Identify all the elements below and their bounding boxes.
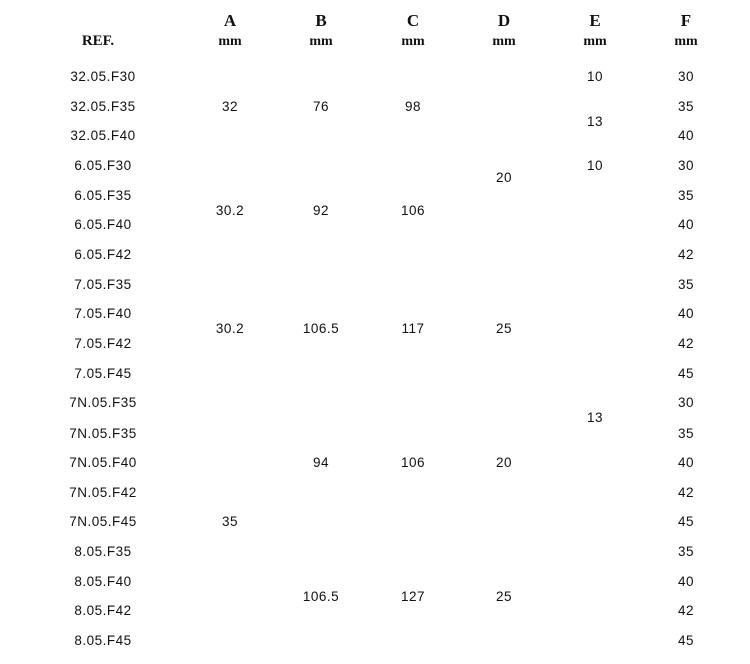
cell-c: 117 (401, 321, 425, 336)
column-a-unit: mm (218, 34, 242, 49)
cell-b: 106.5 (302, 321, 340, 336)
cell-a: 35 (221, 514, 239, 529)
column-c-unit: mm (401, 34, 425, 49)
ref-cell: 7N.05.F35 (69, 395, 137, 410)
cell-f: 35 (677, 188, 695, 203)
column-c-header: C (406, 11, 420, 30)
ref-cell: 32.05.F30 (70, 69, 136, 84)
ref-cell: 6.05.F30 (74, 158, 132, 173)
cell-f: 30 (677, 69, 695, 84)
cell-f: 35 (677, 277, 695, 292)
column-e-header: E (589, 11, 601, 30)
cell-f: 40 (677, 574, 695, 589)
ref-cell: 7.05.F42 (74, 336, 132, 351)
cell-a: 32 (221, 99, 239, 114)
cell-f: 30 (677, 158, 695, 173)
cell-c: 98 (404, 99, 422, 114)
ref-cell: 7N.05.F40 (69, 455, 137, 470)
ref-cell: 32.05.F35 (70, 99, 136, 114)
cell-c: 127 (400, 589, 426, 604)
cell-e: 10 (586, 69, 604, 84)
column-f-header: F (680, 11, 692, 30)
column-b-header: B (315, 11, 327, 30)
cell-d: 25 (495, 589, 513, 604)
column-e-unit: mm (583, 34, 607, 49)
ref-cell: 7.05.F40 (74, 306, 132, 321)
cell-d: 25 (495, 321, 513, 336)
ref-cell: 6.05.F40 (74, 217, 132, 232)
cell-f: 30 (677, 395, 695, 410)
ref-cell: 8.05.F42 (74, 603, 132, 618)
cell-f: 42 (677, 485, 695, 500)
cell-f: 45 (677, 633, 695, 648)
cell-b: 106.5 (302, 589, 340, 604)
ref-cell: 6.05.F35 (74, 188, 132, 203)
ref-cell: 7.05.F35 (74, 277, 132, 292)
column-a-header: A (223, 11, 237, 30)
cell-f: 45 (677, 514, 695, 529)
ref-cell: 8.05.F45 (74, 633, 132, 648)
ref-cell: 8.05.F40 (74, 574, 132, 589)
cell-d: 20 (495, 170, 513, 185)
column-d-unit: mm (492, 34, 516, 49)
cell-a: 30.2 (215, 321, 245, 336)
cell-e: 13 (586, 410, 604, 425)
cell-a: 30.2 (215, 203, 245, 218)
cell-f: 40 (677, 217, 695, 232)
cell-d: 20 (495, 455, 513, 470)
cell-f: 40 (677, 128, 695, 143)
ref-cell: 7N.05.F35 (69, 426, 137, 441)
cell-f: 42 (677, 247, 695, 262)
cell-c: 106 (400, 203, 426, 218)
column-b-unit: mm (309, 34, 333, 49)
cell-f: 35 (677, 426, 695, 441)
cell-b: 92 (312, 203, 330, 218)
column-f-unit: mm (674, 34, 698, 49)
cell-f: 45 (677, 366, 695, 381)
cell-f: 35 (677, 99, 695, 114)
cell-c: 106 (400, 455, 426, 470)
ref-cell: 8.05.F35 (74, 544, 132, 559)
ref-header: REF. (81, 33, 115, 49)
column-d-header: D (497, 11, 511, 30)
cell-f: 35 (677, 544, 695, 559)
cell-e: 10 (586, 158, 604, 173)
cell-f: 42 (677, 603, 695, 618)
cell-f: 42 (677, 336, 695, 351)
ref-cell: 7N.05.F42 (69, 485, 137, 500)
cell-e: 13 (586, 114, 604, 129)
ref-cell: 7N.05.F45 (69, 514, 137, 529)
ref-cell: 6.05.F42 (74, 247, 132, 262)
ref-cell: 7.05.F45 (74, 366, 132, 381)
cell-f: 40 (677, 306, 695, 321)
cell-b: 94 (312, 455, 330, 470)
cell-f: 40 (677, 455, 695, 470)
ref-cell: 32.05.F40 (70, 128, 136, 143)
cell-b: 76 (312, 99, 330, 114)
